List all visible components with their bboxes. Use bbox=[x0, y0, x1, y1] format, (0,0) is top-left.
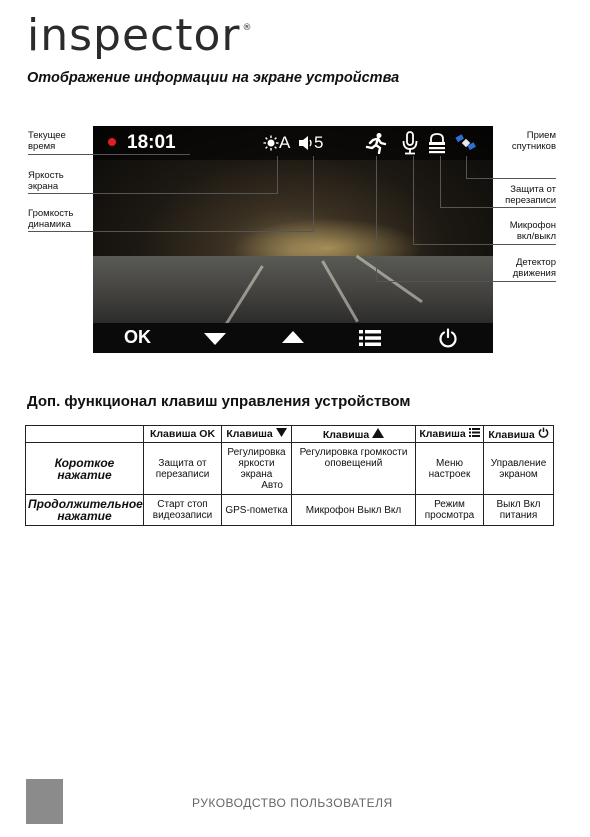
device-screen bbox=[93, 126, 493, 353]
label-motion-detector: Детектор движения bbox=[512, 257, 556, 279]
up-triangle-icon[interactable] bbox=[281, 330, 305, 344]
leader-line bbox=[413, 244, 556, 245]
label-satellites: Прием спутников bbox=[511, 130, 556, 152]
softkey-bar bbox=[93, 323, 493, 353]
table-header-cell: Клавиша bbox=[222, 426, 292, 443]
leader-line bbox=[277, 156, 278, 194]
record-indicator-icon bbox=[108, 138, 116, 146]
row-label: Короткое нажатие bbox=[26, 443, 144, 495]
road-surface bbox=[93, 256, 493, 325]
label-microphone: Микрофон вкл/выкл bbox=[509, 220, 556, 242]
up-triangle-icon bbox=[372, 428, 384, 438]
leader-line bbox=[376, 156, 377, 282]
keys-table bbox=[25, 425, 554, 526]
power-icon[interactable] bbox=[438, 328, 458, 348]
table-cell: Регулировка громкости оповещений bbox=[292, 443, 416, 495]
leader-line bbox=[28, 193, 278, 194]
power-icon bbox=[538, 427, 549, 438]
label-overwrite-protection: Защита от перезаписи bbox=[505, 184, 556, 206]
table-header-cell: Клавиша bbox=[416, 426, 484, 443]
table-row-long-press bbox=[26, 495, 554, 526]
table-cell: Защита от перезаписи bbox=[144, 443, 222, 495]
leader-line bbox=[413, 156, 414, 245]
leader-line bbox=[376, 281, 556, 282]
leader-line bbox=[440, 156, 441, 208]
leader-line bbox=[28, 231, 314, 232]
brightness-value: A bbox=[279, 133, 291, 152]
table-header-cell: Клавиша bbox=[484, 426, 554, 443]
leader-line bbox=[28, 154, 190, 155]
table-cell: Микрофон Выкл Вкл bbox=[292, 495, 416, 526]
leader-line bbox=[440, 207, 556, 208]
table-header-cell: Клавиша bbox=[292, 426, 416, 443]
volume-value: 5 bbox=[314, 133, 324, 152]
table-row-short-press bbox=[26, 443, 554, 495]
table-cell: Режим просмотра bbox=[416, 495, 484, 526]
table-header-row bbox=[26, 426, 554, 443]
page-marker bbox=[26, 779, 63, 824]
lock-icon bbox=[427, 132, 447, 154]
running-man-icon bbox=[365, 132, 387, 154]
table-cell: GPS-пометка bbox=[222, 495, 292, 526]
leader-line bbox=[466, 156, 467, 179]
brand-name: inspector bbox=[27, 10, 241, 61]
down-triangle-icon bbox=[276, 428, 287, 437]
table-header-cell: Клавиша OK bbox=[144, 426, 222, 443]
menu-list-icon bbox=[469, 428, 480, 437]
ok-softkey[interactable]: OK bbox=[124, 327, 151, 347]
table-cell: Управление экраном bbox=[484, 443, 554, 495]
section-title-keys: Доп. функционал клавиш управления устройством bbox=[27, 393, 411, 410]
footer-title: РУКОВОДСТВО ПОЛЬЗОВАТЕЛЯ bbox=[192, 796, 393, 810]
microphone-icon bbox=[401, 131, 419, 155]
table-header-cell bbox=[26, 426, 144, 443]
brand-logo bbox=[27, 10, 253, 61]
table-cell: Меню настроек bbox=[416, 443, 484, 495]
down-triangle-icon[interactable] bbox=[203, 332, 227, 346]
table-cell: Выкл Вкл питания bbox=[484, 495, 554, 526]
leader-line bbox=[466, 178, 556, 179]
sun-icon bbox=[263, 135, 279, 151]
speaker-icon bbox=[298, 135, 314, 151]
leader-line bbox=[313, 156, 314, 232]
label-current-time: Текущее время bbox=[28, 130, 66, 152]
satellite-icon bbox=[455, 133, 477, 153]
row-label: Продолжительное нажатие bbox=[26, 495, 144, 526]
registered-mark: ® bbox=[242, 23, 253, 34]
label-volume: Громкость динамика bbox=[28, 208, 74, 230]
section-title-display: Отображение информации на экране устройства bbox=[27, 70, 400, 86]
menu-list-icon[interactable] bbox=[359, 329, 381, 347]
current-time: 18:01 bbox=[127, 132, 176, 153]
table-cell: Регулировка яркости экрана Авто bbox=[222, 443, 292, 495]
table-cell: Старт стоп видеозаписи bbox=[144, 495, 222, 526]
label-brightness: Яркость экрана bbox=[28, 170, 64, 192]
